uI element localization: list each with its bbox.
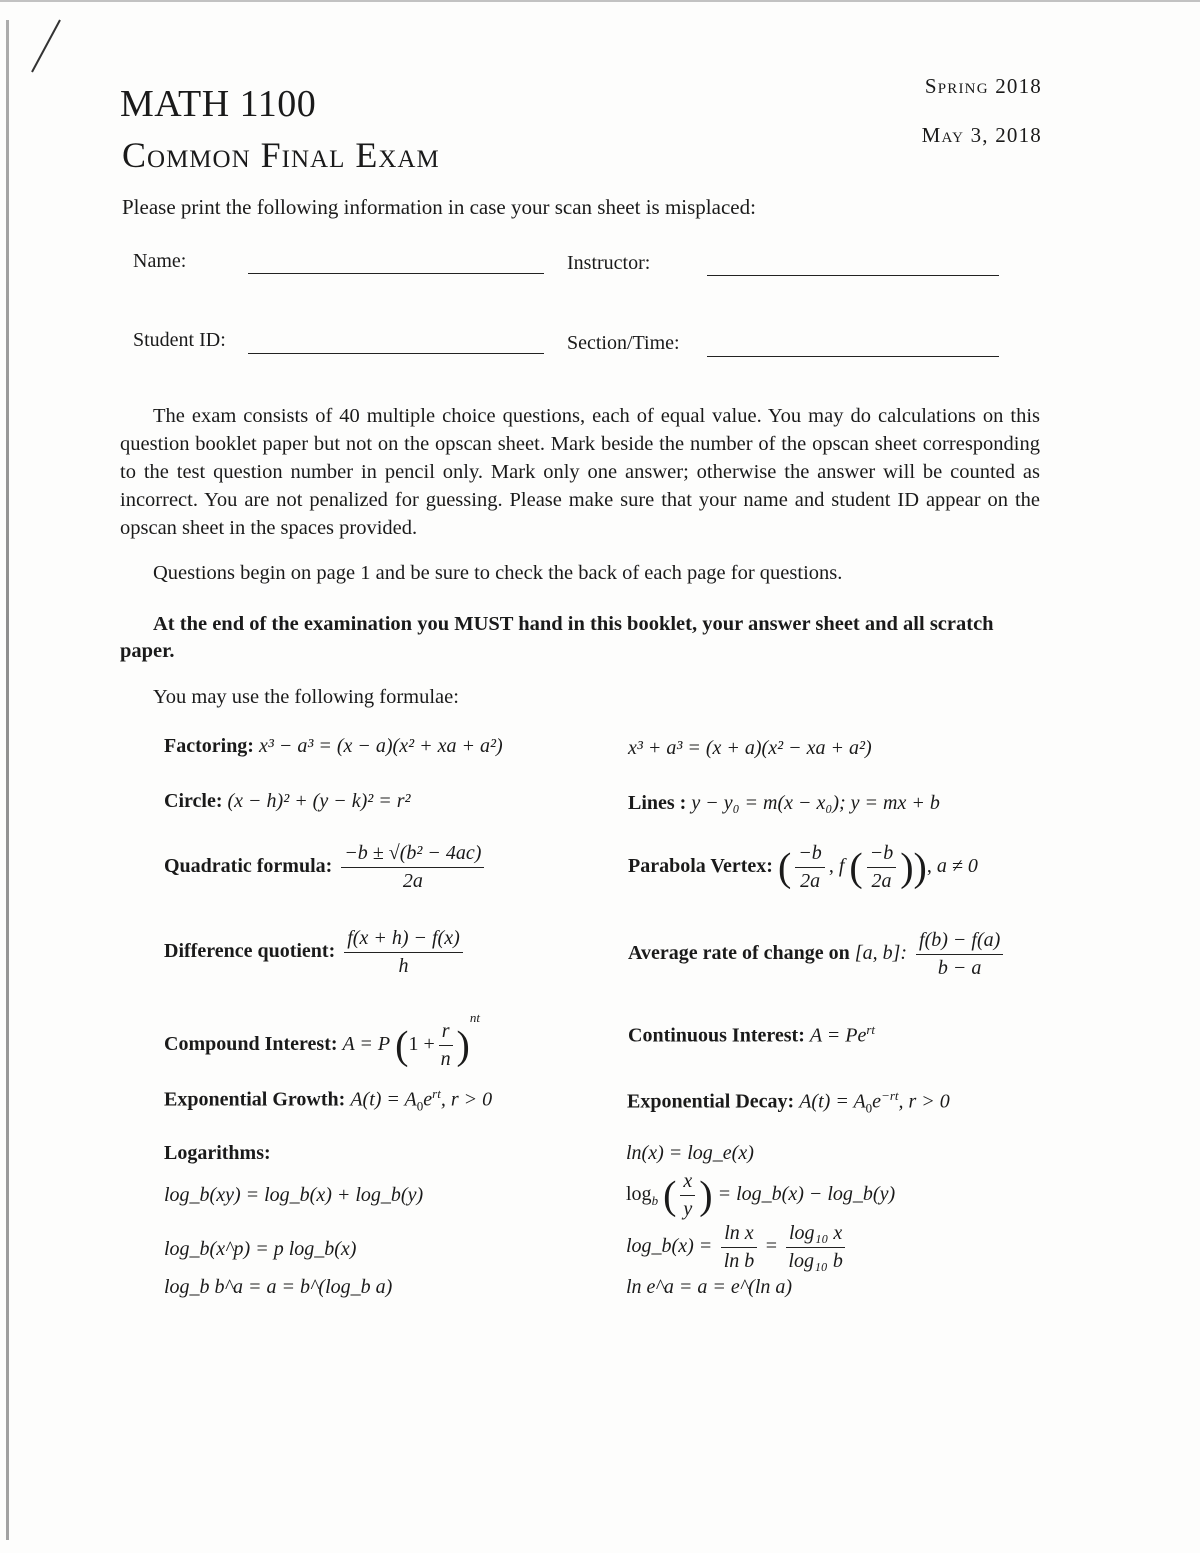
name-field[interactable] xyxy=(248,273,544,274)
log-quotient-num: x xyxy=(680,1170,695,1196)
log-quotient-base: b xyxy=(651,1193,659,1209)
compound-exponent: nt xyxy=(469,1010,480,1025)
circle-formula xyxy=(164,790,411,813)
logarithms-heading: Logarithms: xyxy=(164,1142,271,1164)
growth-lhs: A(t) = A xyxy=(350,1088,417,1111)
vertex-fraction-2 xyxy=(867,842,897,893)
vertex-formula: Parabola Vertex: ( $\frac{-b}{2a}$ , f ( $\frac{-b}{2a}$ )), a ≠ 0 xyxy=(628,842,978,892)
exam-term: Spring 2018 xyxy=(924,74,1042,98)
vertex-f: f xyxy=(838,855,845,878)
log-quotient-rhs: = log_b(x) − log_b(y) xyxy=(717,1183,896,1206)
name-label: Name: xyxy=(133,250,187,272)
change-of-base-rule xyxy=(626,1222,849,1273)
exam-date: May 3, 2018 xyxy=(921,123,1042,147)
continuous-interest-label: Continuous Interest: xyxy=(628,1024,805,1047)
ln-definition-text: ln(x) = log_e(x) xyxy=(626,1142,754,1164)
circle-equation: (x − h)² + (y − k)² = r² xyxy=(227,790,411,812)
decay-e: e xyxy=(872,1090,882,1113)
compound-fraction xyxy=(439,1020,453,1071)
log-inverse-rule xyxy=(164,1276,392,1299)
print-info-instruction: Please print the following information in case your scan sheet is misplaced: xyxy=(122,195,756,219)
exponential-decay-formula xyxy=(627,1088,950,1117)
instructor-label: Instructor: xyxy=(567,252,651,274)
student-id-label: Student ID: xyxy=(133,329,226,351)
log-power-rule xyxy=(164,1238,356,1261)
difference-quotient-formula xyxy=(164,927,467,978)
section-time-field[interactable] xyxy=(707,356,999,357)
ln-inverse-text: ln e^a = a = e^(ln a) xyxy=(626,1276,793,1298)
course-number: MATH 1100 xyxy=(120,83,317,125)
decay-subscript: 0 xyxy=(865,1100,873,1116)
growth-exponent: rt xyxy=(432,1086,441,1101)
log-product-rule xyxy=(164,1184,423,1207)
exam-instructions: The exam consists of 40 multiple choice questions, each of equal value. You may do calculations on this question booklet paper but not on the opscan sheet. Mark beside the number of the opscan sheet corresponding to the test question number in pencil only. Mark only one answer; otherwise the answer will be counted as incorrect. You are not penalized for guessing. Please make sure that your name and student ID appear on the opscan sheet in the spaces provided. xyxy=(120,405,1040,539)
log-quotient-den: y xyxy=(683,1198,693,1220)
change-of-base-lhs: log_b(x) = xyxy=(626,1235,713,1258)
quadratic-fraction xyxy=(341,842,484,893)
circle-label: Circle: xyxy=(164,790,223,812)
vertex-fraction-1 xyxy=(795,842,825,893)
lines-equation: y − y₀ = m(x − x₀); y = mx + b xyxy=(691,792,940,814)
change-of-base-num-2: log₁₀ x xyxy=(786,1222,845,1248)
compound-interest-label: Compound Interest: xyxy=(164,1033,338,1055)
factoring-formula xyxy=(164,735,503,758)
change-of-base-den-2: log₁₀ b xyxy=(788,1250,843,1272)
factoring-label: Factoring: xyxy=(164,735,254,757)
quadratic-numerator: −b ± √(b² − 4ac) xyxy=(341,842,484,868)
lines-formula xyxy=(628,792,940,815)
average-rate-fraction xyxy=(916,929,1003,980)
average-rate-interval: [a, b]: xyxy=(854,942,908,965)
vertex-close-parens: )) xyxy=(900,844,927,890)
factoring-sum-cubes xyxy=(628,737,872,760)
formula-intro: You may use the following formulae: xyxy=(153,686,459,708)
change-of-base-fraction-1 xyxy=(721,1222,756,1273)
average-rate-numerator: f(b) − f(a) xyxy=(916,929,1003,955)
section-time-label: Section/Time: xyxy=(567,332,680,354)
exponential-growth-formula xyxy=(164,1086,492,1115)
decay-label: Exponential Decay: xyxy=(627,1090,795,1113)
quadratic-denominator: 2a xyxy=(402,870,423,892)
continuous-base: A = Pe xyxy=(809,1024,867,1047)
growth-label: Exponential Growth: xyxy=(164,1088,346,1111)
quadratic-label: Quadratic formula: xyxy=(164,855,333,878)
compound-one: 1 + xyxy=(408,1033,435,1055)
hand-in-note: At the end of the examination you MUST hand in this booklet, your answer sheet and all scratch paper. xyxy=(120,613,994,662)
log-quotient-open: ( xyxy=(663,1172,677,1218)
scan-edge-top xyxy=(0,0,1200,2)
continuous-exponent: rt xyxy=(866,1022,875,1037)
instructor-field[interactable] xyxy=(707,275,999,276)
factoring-sum-cubes-text: x³ + a³ = (x + a)(x² − xa + a²) xyxy=(628,737,872,759)
difference-quotient-numerator: f(x + h) − f(x) xyxy=(344,927,463,953)
log-inverse-text: log_b b^a = a = b^(log_b a) xyxy=(164,1276,393,1298)
average-rate-denominator: b − a xyxy=(937,957,982,979)
quadratic-formula xyxy=(164,842,488,893)
vertex-condition: a ≠ 0 xyxy=(936,855,978,878)
log-product-text: log_b(xy) = log_b(x) + log_b(y) xyxy=(164,1184,424,1206)
difference-quotient-label: Difference quotient: xyxy=(164,940,336,963)
log-power-text: log_b(x^p) = p log_b(x) xyxy=(164,1238,357,1260)
compound-open-paren: ( xyxy=(395,1022,409,1068)
growth-subscript: 0 xyxy=(416,1098,424,1114)
growth-e: e xyxy=(423,1088,433,1111)
log-quotient-fraction xyxy=(680,1170,695,1221)
compound-rate: r xyxy=(439,1020,453,1046)
factoring-difference-cubes: x³ − a³ = (x − a)(x² + xa + a²) xyxy=(258,735,503,757)
decay-exponent: −rt xyxy=(881,1088,899,1103)
compound-lhs: A = P xyxy=(342,1033,391,1055)
vertex-inner-open: ( xyxy=(849,844,863,890)
log-quotient-log: log xyxy=(626,1183,652,1206)
average-rate-label: Average rate of change on xyxy=(628,942,850,965)
change-of-base-den-1: ln b xyxy=(723,1250,755,1272)
vertex-num-2: −b xyxy=(867,842,897,868)
decay-lhs: A(t) = A xyxy=(799,1090,866,1113)
vertex-den-1: 2a xyxy=(800,870,821,892)
vertex-open-paren: ( xyxy=(777,844,792,890)
log-quotient-rule xyxy=(626,1170,895,1221)
growth-condition: , r > 0 xyxy=(440,1088,493,1111)
lines-label: Lines : xyxy=(628,792,687,814)
change-of-base-equals: = xyxy=(765,1235,777,1258)
change-of-base-num-1: ln x xyxy=(721,1222,756,1248)
log-quotient-close: ) xyxy=(699,1172,713,1218)
vertex-label: Parabola Vertex: xyxy=(628,855,773,878)
change-of-base-fraction-2 xyxy=(786,1222,845,1273)
exam-title: Common Final Exam xyxy=(122,135,440,175)
difference-quotient-denominator: h xyxy=(398,955,409,977)
student-id-field[interactable] xyxy=(248,353,544,354)
scan-edge-left xyxy=(6,20,9,1540)
continuous-interest-formula xyxy=(628,1022,875,1048)
ln-definition xyxy=(626,1142,754,1165)
vertex-den-2: 2a xyxy=(871,870,892,892)
questions-note: Questions begin on page 1 and be sure to check the back of each page for questions. xyxy=(153,562,843,584)
compound-close-paren: ) xyxy=(456,1022,470,1068)
compound-periods: n xyxy=(440,1047,451,1070)
vertex-num-1: −b xyxy=(795,842,825,868)
difference-quotient-fraction xyxy=(344,927,463,978)
logarithms-label xyxy=(164,1142,271,1165)
compound-interest-formula xyxy=(164,1010,480,1071)
decay-condition: , r > 0 xyxy=(898,1090,950,1113)
pen-mark xyxy=(28,16,68,76)
average-rate-formula xyxy=(628,929,1007,980)
ln-inverse-rule xyxy=(626,1276,792,1299)
